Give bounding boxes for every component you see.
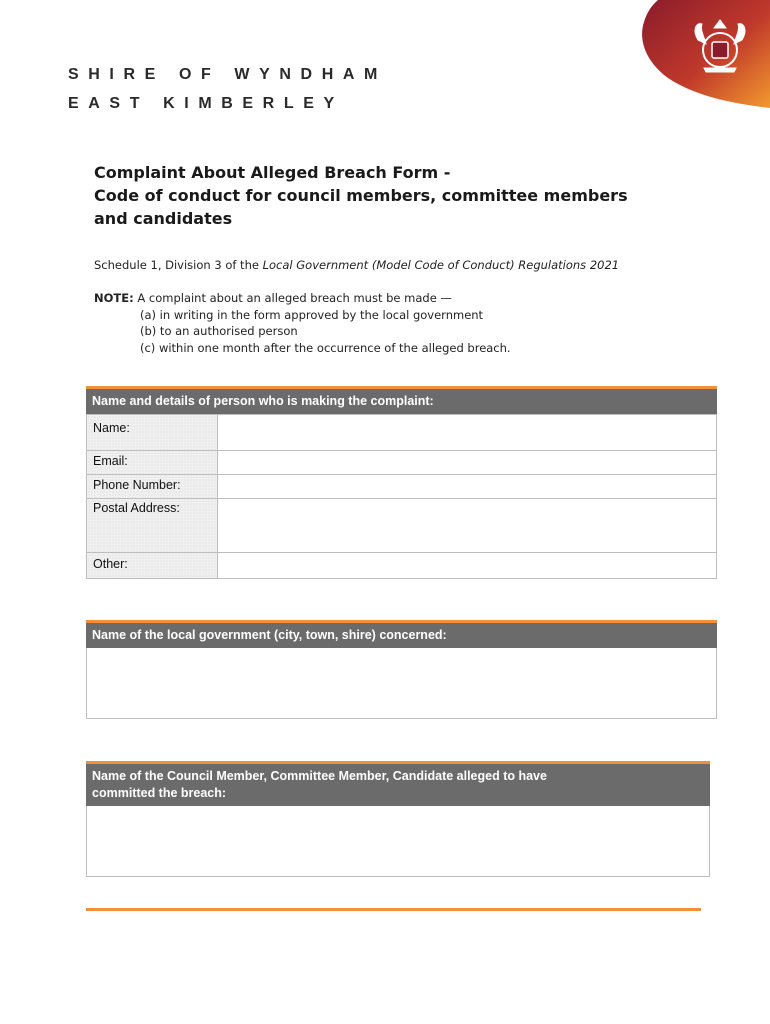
- alleged-member-section: [86, 761, 710, 877]
- field-label: Postal Address:: [87, 499, 218, 553]
- local-government-section: [86, 620, 717, 719]
- form-title: [94, 161, 714, 230]
- footer-divider: [86, 908, 701, 911]
- section-header-line-2: committed the breach:: [92, 786, 227, 800]
- table-row: [87, 451, 717, 475]
- name-field[interactable]: [218, 415, 717, 451]
- title-line-1: Complaint About Alleged Breach Form -: [94, 163, 451, 182]
- note-text: A complaint about an alleged breach must be made —: [137, 291, 452, 305]
- field-label: Name:: [87, 415, 218, 451]
- field-label: Email:: [87, 451, 218, 475]
- schedule-reference: [94, 258, 619, 272]
- field-label: Other:: [87, 553, 218, 579]
- postal-address-field[interactable]: [218, 499, 717, 553]
- title-line-2: Code of conduct for council members, committee members: [94, 186, 628, 205]
- table-row: [87, 499, 717, 553]
- note-item: (b) to an authorised person: [140, 324, 298, 338]
- complainant-details-section: [86, 386, 717, 579]
- table-row: [87, 553, 717, 579]
- section-header-line-1: Name of the Council Member, Committee Member, Candidate alleged to have: [92, 769, 547, 783]
- email-field[interactable]: [218, 451, 717, 475]
- phone-number-field[interactable]: [218, 475, 717, 499]
- org-name-line-1: SHIRE OF WYNDHAM: [68, 66, 387, 83]
- complainant-details-table: [86, 414, 717, 579]
- note-item: (c) within one month after the occurrence of the alleged breach.: [140, 340, 511, 355]
- table-row: [87, 475, 717, 499]
- field-label: Phone Number:: [87, 475, 218, 499]
- note-block: [94, 290, 511, 356]
- note-lead: [94, 290, 511, 307]
- section-header: Name and details of person who is making the complaint:: [86, 389, 717, 414]
- schedule-prefix: Schedule 1, Division 3 of the: [94, 258, 259, 272]
- schedule-regulation: Local Government (Model Code of Conduct) Regulations 2021: [262, 258, 620, 272]
- alleged-member-field[interactable]: [86, 806, 710, 877]
- section-header: [86, 764, 710, 806]
- other-field[interactable]: [218, 553, 717, 579]
- local-government-field[interactable]: [86, 648, 717, 719]
- org-name-line-2: EAST KIMBERLEY: [68, 95, 344, 112]
- shire-logo: [638, 0, 770, 108]
- section-header: Name of the local government (city, town, shire) concerned:: [86, 623, 717, 648]
- note-label: NOTE:: [94, 291, 134, 305]
- note-item: (a) in writing in the form approved by the local government: [140, 307, 484, 322]
- title-line-3: and candidates: [94, 209, 233, 228]
- table-row: [87, 415, 717, 451]
